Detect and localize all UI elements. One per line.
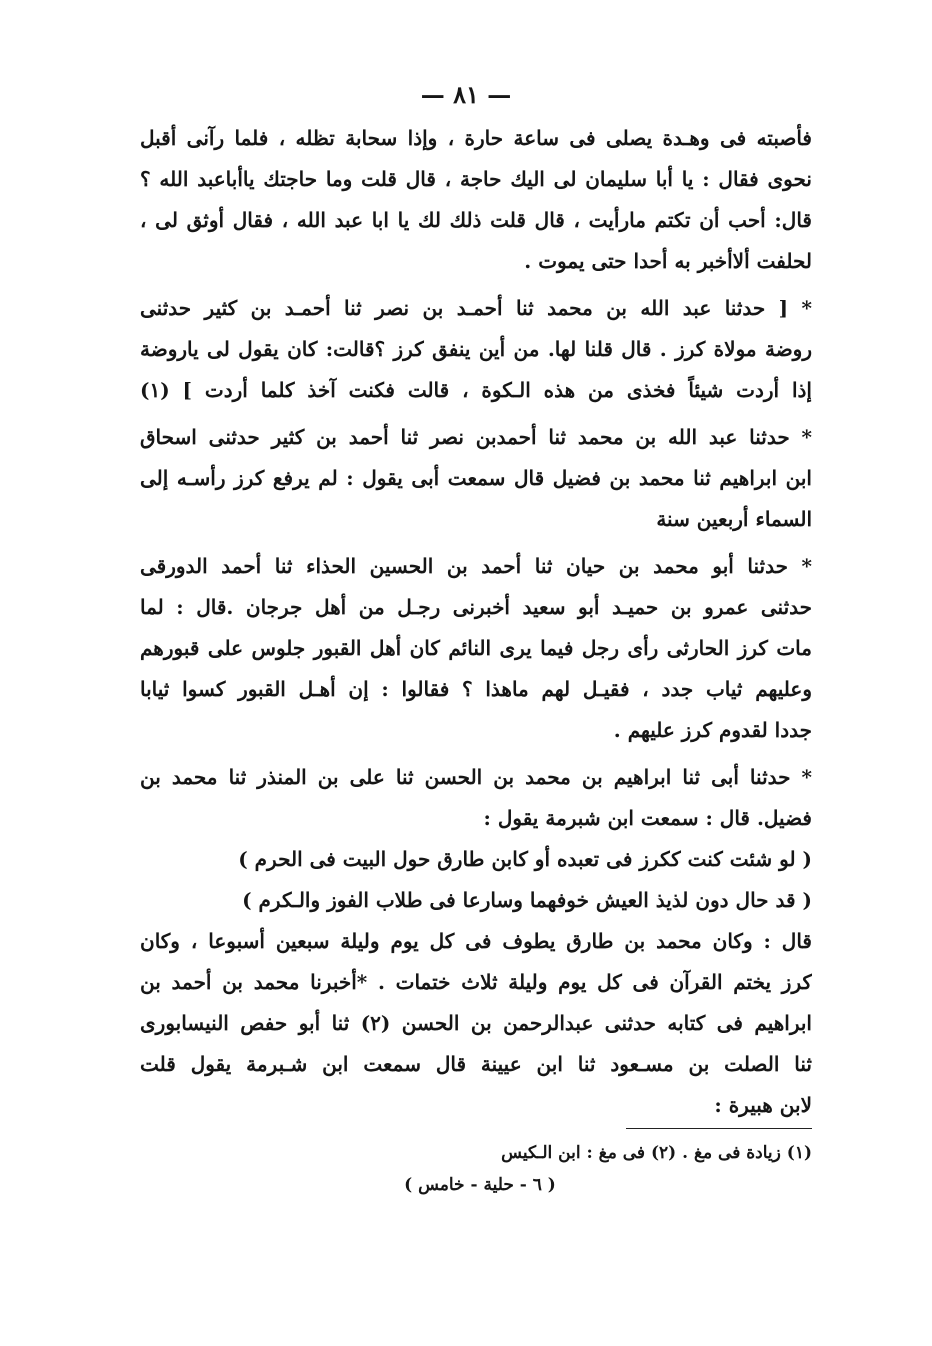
- text-line: حدثنى عمرو بن حميـد أبو سعيد أخبرنى رجـل من أهل جرجان .قال : لما: [140, 595, 812, 619]
- text-line: * [ حدثنا عبد الله بن محمد ثنا أحمـد بن نصر ثنا أحمـد بن كثير حدثنى: [140, 296, 812, 320]
- text-line: ثنا الصلت بن مسـعود ثنا ابن عيينة قال سمعت ابن شـبرمة يقول قلت: [140, 1052, 812, 1076]
- text-line: * حدثنا أبى ثنا ابراهيم بن محمد بن الحسن ثنا على بن المنذر ثنا محمد بن: [140, 765, 812, 789]
- page-number: — ٨١ —: [420, 80, 512, 109]
- text-line: روضة مولاة كرز . قال قلنا لها. من أين ينفق كرز ؟قالت: كان يقول لى ياروضة: [140, 337, 812, 361]
- text-line: ابراهيم فى كتابه حدثنى عبدالرحمن بن الحسن (٢) ثنا أبو حفص النيسابورى: [140, 1011, 812, 1035]
- text-line: * حدثنا عبد الله بن محمد ثنا أحمدبن نصر ثنا أحمد بن كثير حدثنى اسحاق: [140, 425, 812, 449]
- text-line: قال: أحب أن تكتم مارأيت ، قال قلت ذلك لك يا ابا عبد الله ، فقال أوثق لى ،: [140, 208, 812, 232]
- text-line: إذا أردت شيئاً فخذى من هذه الـكوة ، قالت فكنت آخذ كلما أردت ] (١): [140, 378, 812, 402]
- footnotes: [340, 1138, 812, 1168]
- text-line: السماء أربعين سنة: [656, 507, 812, 531]
- footnote-divider: [626, 1128, 812, 1129]
- text-line: ابن ابراهيم ثنا محمد بن فضيل قال سمعت أبى يقول : لم يرفع كرز رأسـه إلى: [140, 466, 812, 490]
- text-line: * حدثنا أبو محمد بن حيان ثنا أحمد بن الحسين الحذاء ثنا أحمد الدورقى: [140, 554, 812, 578]
- text-line: وعليهم ثياب جدد ، فقيـل لهم ماهذا ؟ فقالوا : إن أهـل القبور كسوا ثيابا: [140, 677, 812, 701]
- footnote-line: (١) زيادة فى مغ . (٢) فى مغ : ابن الـكيس: [501, 1143, 812, 1163]
- text-line: جددا لقدوم كرز عليهم .: [613, 718, 812, 742]
- text-line: مات كرز الحارثى رأى رجل فيما يرى النائم كان أهل القبور جلوس على قبورهم: [140, 636, 812, 660]
- text-line: نحوى فقال : يا أبا سليمان لى اليك حاجة ، قال قلت وما حاجتك ياأباعبد الله ؟: [140, 167, 812, 191]
- signature-mark: ( ٦ - حلية - خامس ): [404, 1175, 556, 1195]
- text-line: فأصبته فى وهـدة يصلى فى ساعة حارة ، وإذا سحابة تظله ، فلما رآنى أقبل: [140, 126, 812, 150]
- text-line: ( قد حال دون لذيذ العيش خوفهما وسارعا فى طلاب الفوز والـكرم ): [242, 888, 812, 912]
- text-line: لابن هبيرة :: [714, 1093, 812, 1117]
- main-text: [140, 118, 812, 1126]
- text-line: فضيل. قال : سمعت ابن شبرمة يقول :: [483, 806, 812, 830]
- text-line: كرز يختم القرآن فى كل يوم وليلة ثلاث ختمات . *أخبرنا محمد بن أحمد بن: [140, 970, 812, 994]
- text-line: ( لو شئت كنت ككرز فى تعبده أو كابن طارق حول البيت فى الحرم ): [238, 847, 812, 871]
- text-line: لحلفت ألاأخبر به أحدا حتى يموت .: [524, 249, 812, 273]
- text-line: قال : وكان محمد بن طارق يطوف فى كل يوم وليلة سبعين أسبوعا ، وكان: [140, 929, 812, 953]
